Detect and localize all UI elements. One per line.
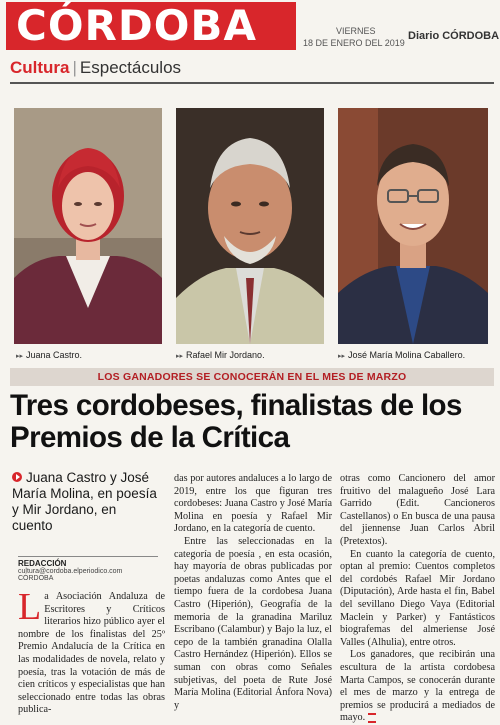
photo-jose-maria-molina bbox=[338, 108, 488, 344]
section-separator: | bbox=[72, 58, 77, 77]
publication-name: Diario CÓRDOBA bbox=[408, 30, 500, 42]
end-of-article-icon bbox=[368, 713, 376, 723]
play-bullet-icon bbox=[12, 472, 22, 482]
caption-arrow-icon: ▸▸ bbox=[338, 353, 346, 360]
caption-arrow-icon: ▸▸ bbox=[176, 353, 184, 360]
photo-caption-3: ▸▸ José María Molina Caballero. bbox=[338, 350, 466, 360]
byline-city: CÓRDOBA bbox=[18, 575, 54, 582]
issue-date: 18 DE ENERO DEL 2019 bbox=[303, 38, 405, 48]
newspaper-logo: CÓRDOBA bbox=[6, 2, 296, 50]
article-column-1 bbox=[18, 586, 165, 717]
article-paragraph: otras como Cancionero del amor fruitivo del malagueño José Lara Garrido (Edit. Cancioneros Castellanos) o En busca de una pausa del jiennense Juan Carlos Abril (Pretextos). bbox=[340, 473, 495, 547]
article-column-2 bbox=[174, 473, 332, 712]
byline bbox=[18, 556, 158, 582]
byline-author: REDACCIÓN bbox=[18, 559, 67, 568]
article-column-3 bbox=[340, 473, 495, 725]
byline-email: cultura@cordoba.elperiodico.com bbox=[18, 568, 123, 575]
caption-arrow-icon: ▸▸ bbox=[16, 353, 24, 360]
article-paragraph: En cuanto la categoría de cuento, optan al premio: Cuentos completos del cordobés Rafael Mir Jordano (Diputación), Arde hasta el fin, Babel del sevillano Diego Vaya (Editorial Maclein y Parker) y Fantásticos biografemas del almeriense José Valles (Alhulia), entre otros. bbox=[340, 548, 495, 648]
article-paragraph: Entre las seleccionadas en la categoría de poesía , en esta ocasión, hay mayoría de obras publicadas por poetas andaluzas como Antes que el tiempo fuera de la cordobesa Juana Castro (Hiperión), Geografía de la memoria de la granadina Mariluz Escribano (Calambur) y Bajo la luz, el cepo de la también granadina Olalla Castro Hernández (Hiperión). Ellos se suman con obras como Señales subjetivas, del poeta de Rute José María Molina (Editorial Ánfora Nova) y bbox=[174, 535, 332, 711]
masthead bbox=[0, 0, 500, 52]
photo-juana-castro bbox=[14, 108, 162, 344]
subheadline: Juana Castro y José María Molina, en poesía y Mir Jordano, en cuento bbox=[12, 470, 157, 533]
section-primary: Cultura bbox=[10, 58, 70, 77]
photo-rafael-mir-jordano bbox=[176, 108, 324, 344]
headline: Tres cordobeses, finalistas de los Premios de la Crítica bbox=[10, 389, 462, 454]
article-paragraph-final: Los ganadores, que recibirán una escultura de la artista cordobesa Marta Campos, se conocerán durante el mes de marzo y la entrega de premios se producirá a mediados de mayo. bbox=[340, 649, 495, 724]
section-secondary: Espectáculos bbox=[79, 58, 182, 77]
photo-caption-1: ▸▸ Juana Castro. bbox=[16, 350, 83, 360]
photo-caption-2: ▸▸ Rafael Mir Jordano. bbox=[176, 350, 265, 360]
byline-rule bbox=[18, 556, 158, 557]
kicker: LOS GANADORES SE CONOCERÁN EN EL MES DE MARZO bbox=[10, 368, 494, 386]
article-paragraph: das por autores andaluces a lo largo de 2019, entre los que figuran tres cordobeses: Juana Castro y José María Molina en poesía y Rafael Mir Jordano, en la categoría de cuento. bbox=[174, 473, 332, 535]
article-paragraph: La Asociación Andaluza de Escritores y Críticos literarios hizo público ayer el nombre de los finalistas del 25º Premio Andalucía de la Crítica en las modalidades de novela, relato y poesía, tras la votación de más de cien críticos y especialistas que han seleccionado entre todas las obras publica- bbox=[18, 586, 165, 716]
section-header bbox=[10, 58, 494, 84]
issue-day: VIERNES bbox=[336, 26, 376, 36]
drop-cap: L bbox=[18, 586, 42, 628]
